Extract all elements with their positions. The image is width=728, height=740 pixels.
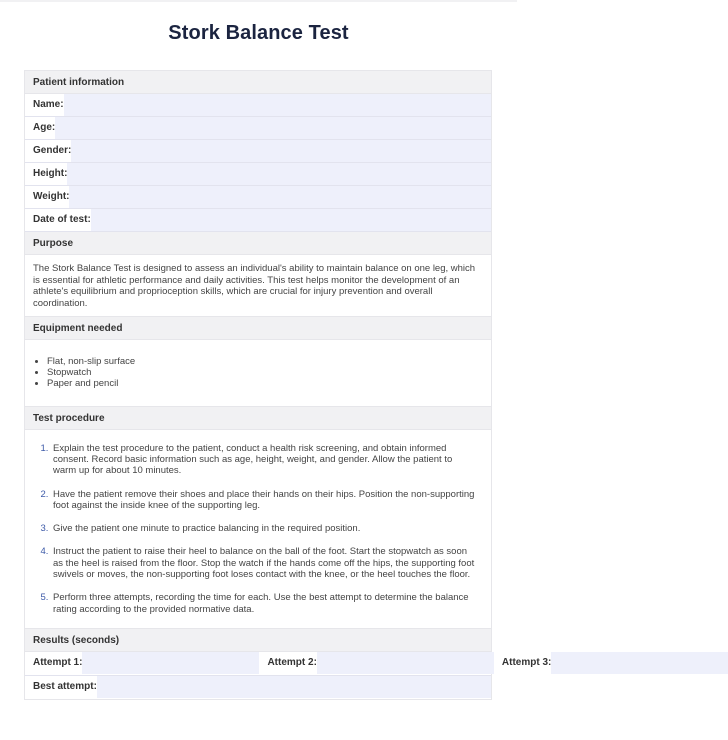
- height-row: [25, 163, 491, 186]
- procedure-list: [25, 430, 491, 629]
- attempt-2-cell: [259, 652, 493, 675]
- form-container: [24, 70, 552, 700]
- height-label: Height:: [25, 163, 67, 185]
- gender-label: Gender:: [25, 140, 71, 162]
- procedure-step: 5. Perform three attempts, recording the time for each. Use the best attempt to determine the balance rating according to the provided normative data.: [51, 592, 477, 615]
- procedure-step: 3. Give the patient one minute to practice balancing in the required position.: [51, 523, 477, 534]
- procedure-step: 4. Instruct the patient to raise their heel to balance on the ball of the foot. Start the stopwatch as soon as the heel is raised from the floor. Stop the watch if the hands come off the hips, the supporting foot swivels or moves, the non-supporting foot loses contact with the knee, or the heel touches the floor.: [51, 546, 477, 580]
- procedure-step: 1. Explain the test procedure to the patient, conduct a health risk screening, and obtain informed consent. Record basic information such as age, height, weight, and gender. Allow the patient to warm up for about 10 minutes.: [51, 443, 477, 477]
- attempt-3-label: Attempt 3:: [501, 657, 552, 669]
- list-item: • Flat, non-slip surface: [47, 356, 483, 367]
- gender-row: [25, 140, 491, 163]
- list-item: • Stopwatch: [47, 367, 483, 378]
- attempts-row: [25, 652, 552, 676]
- weight-row: [25, 186, 491, 209]
- procedure-heading: Test procedure: [25, 407, 491, 430]
- age-field[interactable]: [55, 117, 491, 139]
- patient-info-heading: Patient information: [25, 71, 491, 94]
- list-item: • Paper and pencil: [47, 378, 483, 389]
- best-attempt-label: Best attempt:: [25, 676, 97, 698]
- attempt-3-field[interactable]: [551, 652, 728, 674]
- top-divider: [0, 0, 517, 2]
- attempt-1-label: Attempt 1:: [33, 657, 83, 669]
- purpose-heading: Purpose: [25, 232, 491, 255]
- weight-field[interactable]: [69, 186, 491, 208]
- attempt-3-cell: [494, 652, 728, 675]
- purpose-text: The Stork Balance Test is designed to assess an individual's ability to maintain balance on one leg, which is essential for athletic performance and daily activities. This test helps monitor the development of an athlete's equilibrium and proprioception skills, which are crucial for injury prevention and overall coordination.: [25, 255, 491, 317]
- page-title: Stork Balance Test: [168, 22, 349, 44]
- attempt-1-field[interactable]: [82, 652, 259, 674]
- weight-label: Weight:: [25, 186, 69, 208]
- name-label: Name:: [25, 94, 64, 116]
- results-heading: Results (seconds): [25, 629, 491, 652]
- name-field[interactable]: [64, 94, 491, 116]
- date-label: Date of test:: [25, 209, 91, 231]
- date-row: [25, 209, 491, 232]
- height-field[interactable]: [67, 163, 491, 185]
- gender-field[interactable]: [71, 140, 491, 162]
- best-attempt-row: [25, 676, 491, 699]
- attempt-1-cell: [25, 652, 259, 675]
- best-attempt-field[interactable]: [97, 676, 491, 698]
- procedure-step: 2. Have the patient remove their shoes and place their hands on their hips. Position the non-supporting foot against the inside knee of the supporting leg.: [51, 489, 477, 512]
- attempt-2-label: Attempt 2:: [267, 657, 317, 669]
- equipment-heading: Equipment needed: [25, 317, 491, 340]
- age-row: [25, 117, 491, 140]
- name-row: [25, 94, 491, 117]
- age-label: Age:: [25, 117, 55, 139]
- attempt-2-field[interactable]: [317, 652, 494, 674]
- date-field[interactable]: [91, 209, 491, 231]
- equipment-list: [25, 340, 491, 407]
